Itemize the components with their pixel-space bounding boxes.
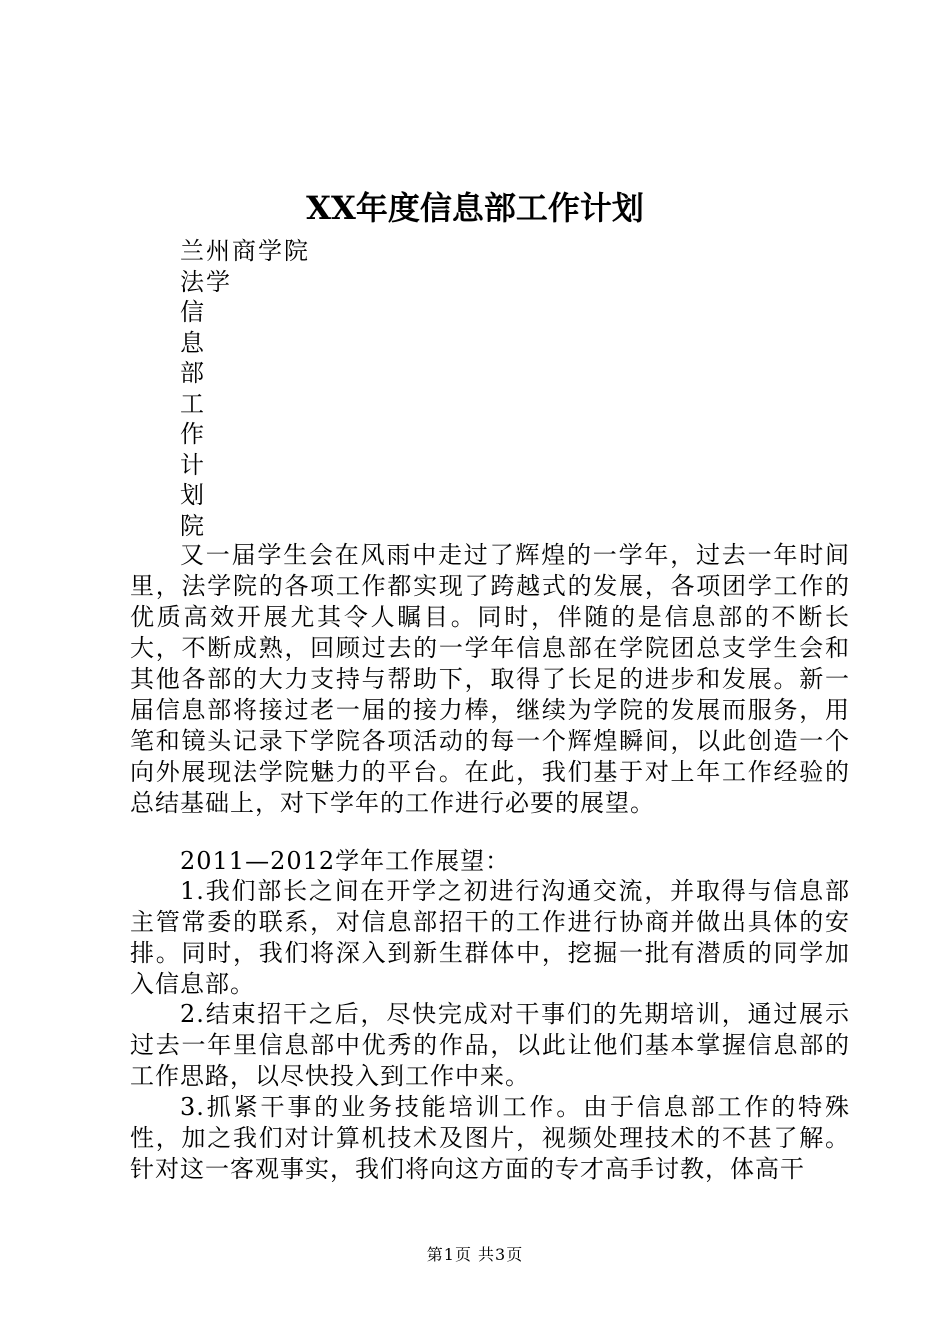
heading-line: 信 [180,298,206,326]
document-title: XX年度信息部工作计划 [306,189,644,227]
heading-line: 息 [180,328,206,357]
heading-line: 部 [180,359,206,387]
heading-line: 兰州商学院 [180,237,310,265]
heading-line: 划 [180,481,206,509]
plan-item: 3.抓紧干事的业务技能培训工作。由于信息部工作的特殊性，加之我们对计算机技术及图片，视频处理技术的不甚了解。针对这一客观事实，我们将向这方面的专才高手讨教，体高干 [130,1093,850,1183]
heading-line: 作 [180,420,206,448]
heading-line: 计 [180,450,206,479]
heading-line: 工 [180,389,206,418]
plan-item: 1.我们部长之间在开学之初进行沟通交流，并取得与信息部主管常委的联系，对信息部招干的工作进行协商并做出具体的安排。同时，我们将深入到新生群体中，挖掘一批有潜质的同学加入信息部。 [130,877,850,998]
page-footer: 第1页 共3页 [426,1245,524,1264]
outlook-heading: 2011—2012学年工作展望： [180,847,511,875]
intro-paragraph: 又一届学生会在风雨中走过了辉煌的一学年，过去一年时间里，法学院的各项工作都实现了跨越式的发展，各项团学工作的优质高效开展尤其令人瞩目。同时，伴随的是信息部的不断长大，不断成熟，回顾过去的一学年信息部在学院团总支学生会和其他各部的大力支持与帮助下，取得了长足的进步和发展。新一届信息部将接过老一届的接力棒，继续为学院的发展而服务，用笔和镜头记录下学院各项活动的每一个辉煌瞬间，以此创造一个向外展现法学院魅力的平台。在此，我们基于对上年工作经验的总结基础上，对下学年的工作进行必要的展望。 [130,541,850,817]
heading-line: 法学 [180,267,232,296]
plan-item: 2.结束招干之后，尽快完成对干事们的先期培训，通过展示过去一年里信息部中优秀的作品，以此让他们基本掌握信息部的工作思路，以尽快投入到工作中来。 [130,1000,850,1090]
heading-line: 院 [180,511,206,540]
heading-lines [180,236,310,541]
